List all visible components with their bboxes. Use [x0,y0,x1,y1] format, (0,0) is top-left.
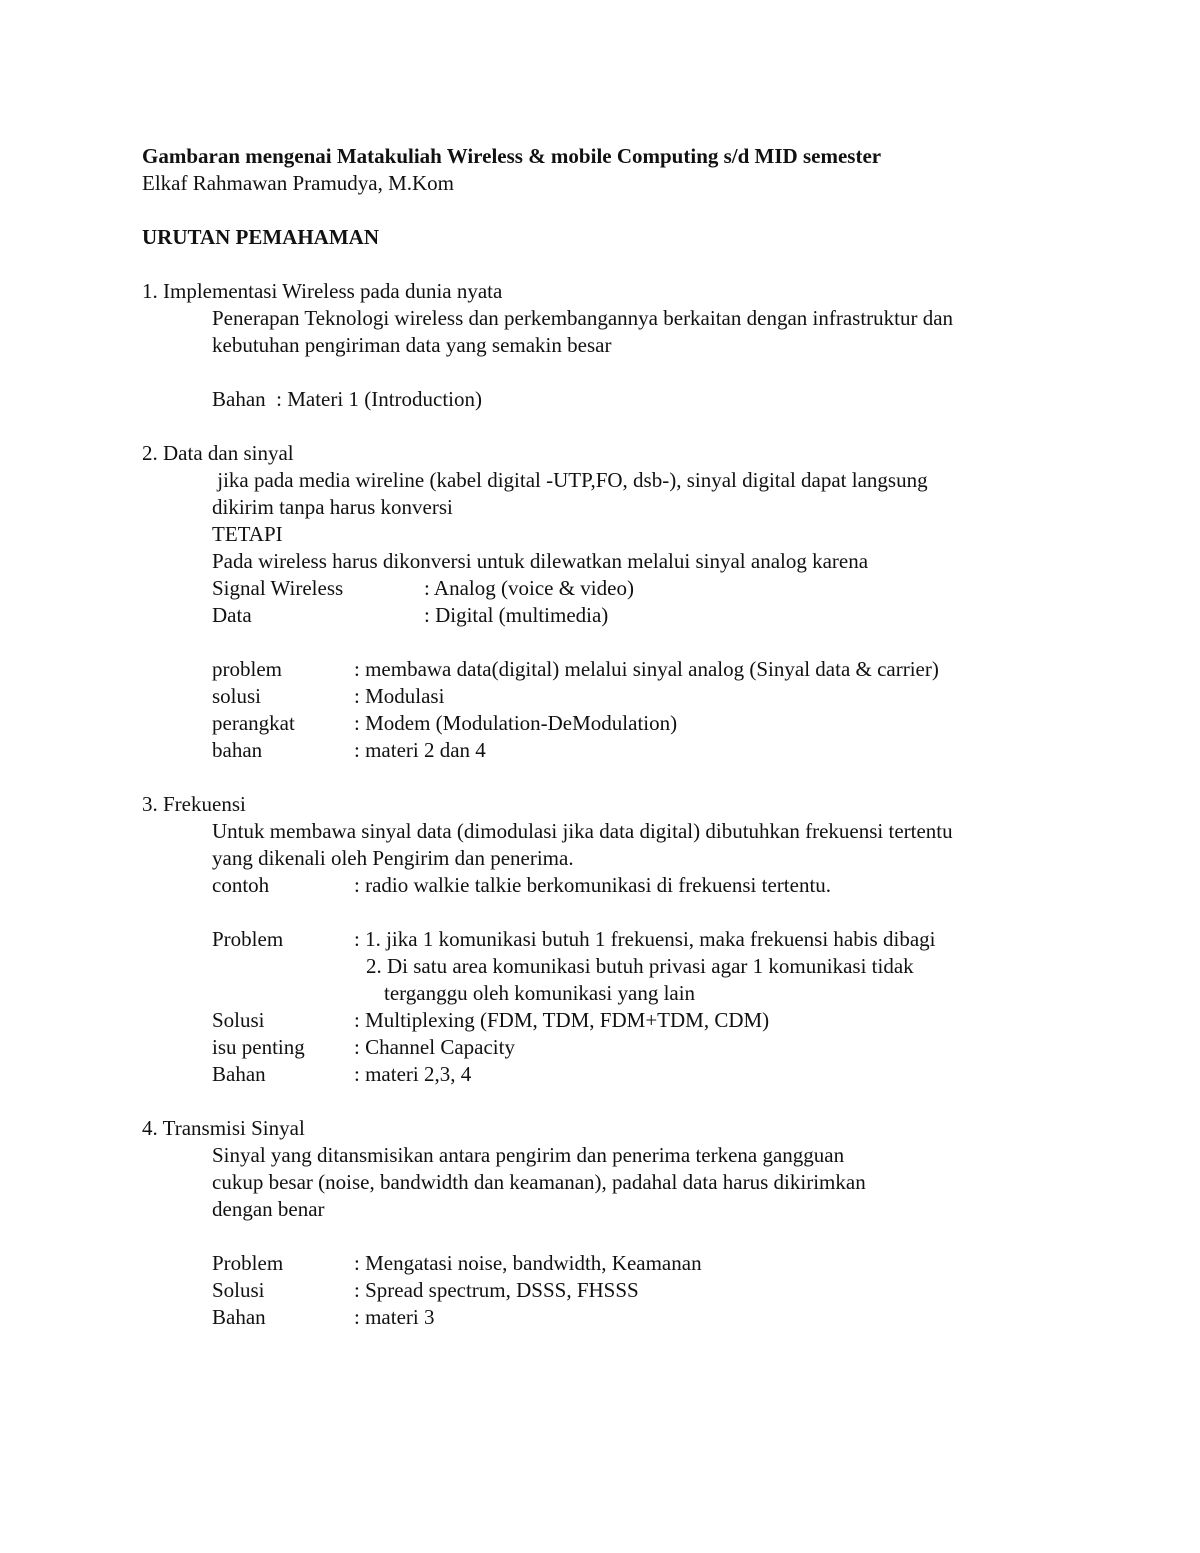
s3-problem-label: Problem [212,927,284,951]
s3-bahan-label: Bahan [212,1062,266,1086]
s2-heading: 2. Data dan sinyal [142,441,294,465]
s4-line2: cukup besar (noise, bandwidth dan keamanan), padahal data harus dikirimkan [212,1170,866,1194]
s3-contoh-value: : radio walkie talkie berkomunikasi di frekuensi tertentu. [354,873,832,897]
s2-bahan-label: bahan [212,738,263,762]
document-title: Gambaran mengenai Matakuliah Wireless & mobile Computing s/d MID semester [142,144,882,168]
s2-bahan-value: : materi 2 dan 4 [354,738,486,762]
s3-bahan-value: : materi 2,3, 4 [354,1062,472,1086]
s2-line4: Pada wireless harus dikonversi untuk dilewatkan melalui sinyal analog karena [212,549,869,573]
s3-contoh-label: contoh [212,873,270,897]
s2-line3: TETAPI [212,522,283,546]
s4-problem-label: Problem [212,1251,284,1275]
section-heading: URUTAN PEMAHAMAN [142,225,379,249]
s1-bahan: Bahan : Materi 1 (Introduction) [212,387,483,411]
s2-signal-label: Signal Wireless [212,576,344,600]
s4-heading: 4. Transmisi Sinyal [142,1116,305,1140]
s2-solusi-value: : Modulasi [354,684,445,708]
s4-bahan-label: Bahan [212,1305,266,1329]
s4-solusi-label: Solusi [212,1278,265,1302]
s3-problem-value-2: 2. Di satu area komunikasi butuh privasi agar 1 komunikasi tidak [366,954,914,978]
s2-solusi-label: solusi [212,684,262,708]
s2-signal-value: : Analog (voice & video) [424,576,634,600]
s1-line1: Penerapan Teknologi wireless dan perkembangannya berkaitan dengan infrastruktur dan [212,306,954,330]
s2-line1: jika pada media wireline (kabel digital -UTP,FO, dsb-), sinyal digital dapat langsung [212,468,928,492]
s2-data-value: : Digital (multimedia) [424,603,609,627]
s1-heading: 1. Implementasi Wireless pada dunia nyata [142,279,503,303]
s3-isu-value: : Channel Capacity [354,1035,515,1059]
s4-solusi-value: : Spread spectrum, DSSS, FHSSS [354,1278,639,1302]
s2-perangkat-label: perangkat [212,711,295,735]
s3-solusi-value: : Multiplexing (FDM, TDM, FDM+TDM, CDM) [354,1008,770,1032]
s2-problem-value: : membawa data(digital) melalui sinyal analog (Sinyal data & carrier) [354,657,939,681]
s2-data-label: Data [212,603,252,627]
s4-line1: Sinyal yang ditansmisikan antara pengirim dan penerima terkena gangguan [212,1143,845,1167]
author-line: Elkaf Rahmawan Pramudya, M.Kom [142,171,455,195]
s2-line2: dikirim tanpa harus konversi [212,495,453,519]
s1-line2: kebutuhan pengiriman data yang semakin besar [212,333,612,357]
s4-problem-value: : Mengatasi noise, bandwidth, Keamanan [354,1251,702,1275]
s3-heading: 3. Frekuensi [142,792,246,816]
s4-line3: dengan benar [212,1197,325,1221]
s3-problem-value-1: : 1. jika 1 komunikasi butuh 1 frekuensi, maka frekuensi habis dibagi [354,927,936,951]
s3-solusi-label: Solusi [212,1008,265,1032]
s3-isu-label: isu penting [212,1035,305,1059]
s2-problem-label: problem [212,657,282,681]
s2-perangkat-value: : Modem (Modulation-DeModulation) [354,711,678,735]
s3-line2: yang dikenali oleh Pengirim dan penerima. [212,846,574,870]
s4-bahan-value: : materi 3 [354,1305,435,1329]
s3-problem-value-3: terganggu oleh komunikasi yang lain [384,981,696,1005]
s3-line1: Untuk membawa sinyal data (dimodulasi jika data digital) dibutuhkan frekuensi tertentu [212,819,953,843]
